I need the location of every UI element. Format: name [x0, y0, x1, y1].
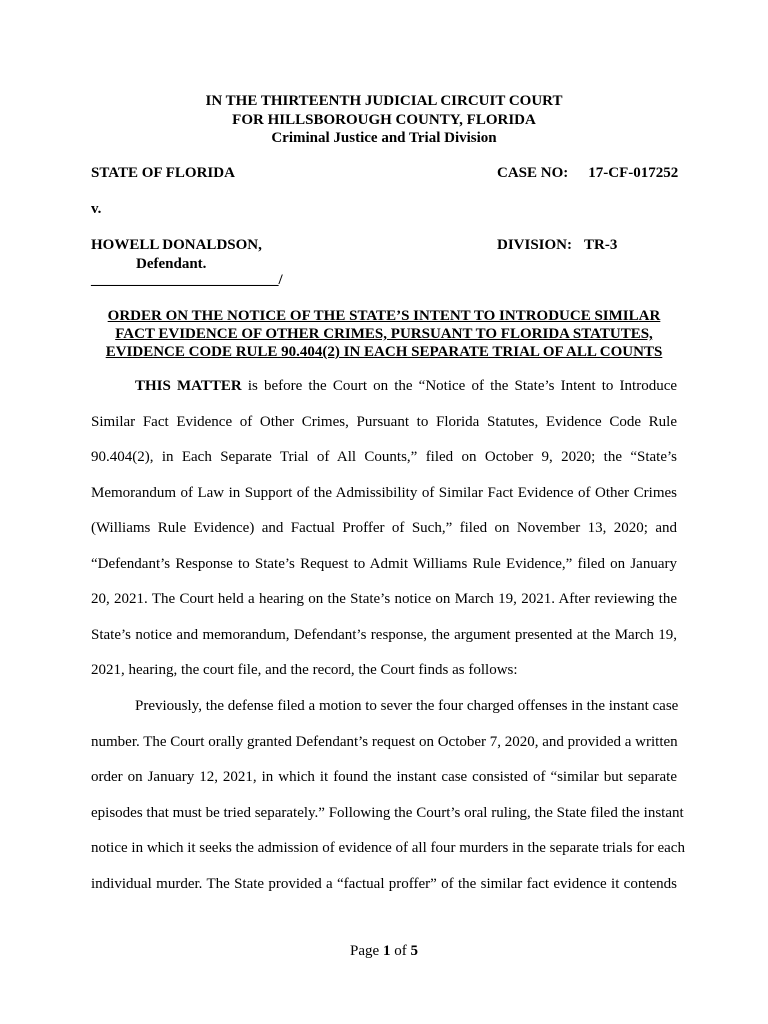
- paragraph-line: 90.404(2), in Each Separate Trial of All Counts,” filed on October 9, 2020; the “State’s: [91, 449, 677, 465]
- paragraph-line: Similar Fact Evidence of Other Crimes, Pursuant to Florida Statutes, Evidence Code Rule: [91, 413, 677, 430]
- division: [497, 236, 617, 254]
- paragraph-line: individual murder. The State provided a “factual proffer” of the similar fact evidence it contends: [91, 875, 677, 892]
- order-title-line: EVIDENCE CODE RULE 90.404(2) IN EACH SEPARATE TRIAL OF ALL COUNTS: [105, 344, 663, 360]
- case-number: [497, 164, 678, 182]
- paragraph-line: Memorandum of Law in Support of the Admissibility of Similar Fact Evidence of Other Crimes: [91, 484, 677, 501]
- paragraph-line: (Williams Rule Evidence) and Factual Proffer of Such,” filed on November 13, 2020; and: [91, 520, 677, 536]
- court-division: Criminal Justice and Trial Division: [271, 130, 497, 146]
- case-number-label: CASE NO:: [497, 165, 569, 181]
- page-current: 1: [382, 943, 391, 959]
- paragraph-line: “Defendant’s Response to State’s Request to Admit Williams Rule Evidence,” filed on January: [91, 555, 677, 572]
- paragraph-line: 20, 2021. The Court held a hearing on the State’s notice on March 19, 2021. After reviewing the: [91, 591, 677, 607]
- defendant-role: Defendant.: [136, 256, 207, 272]
- paragraph-line: number. The Court orally granted Defendant’s request on October 7, 2020, and provided a written: [91, 733, 678, 750]
- paragraph-line: episodes that must be tried separately.” Following the Court’s oral ruling, the State filed the instant: [91, 804, 684, 821]
- defendant-name: HOWELL DONALDSON,: [91, 237, 262, 253]
- versus-label: v.: [91, 201, 102, 217]
- caption-signature-line: _________________________/: [91, 272, 283, 288]
- division-label: DIVISION:: [497, 237, 573, 253]
- case-number-value: 17-CF-017252: [588, 165, 679, 181]
- court-header: [0, 92, 768, 148]
- court-name: IN THE THIRTEENTH JUDICIAL CIRCUIT COURT: [205, 93, 563, 109]
- paragraph-line: notice in which it seeks the admission of evidence of all four murders in the separate trials for each: [91, 840, 685, 856]
- page-number-footer: [0, 942, 768, 960]
- paragraph-2: [91, 689, 685, 902]
- order-title: [70, 307, 698, 361]
- order-title-line: ORDER ON THE NOTICE OF THE STATE’S INTENT TO INTRODUCE SIMILAR: [107, 308, 661, 324]
- court-county: FOR HILLSBOROUGH COUNTY, FLORIDA: [232, 111, 536, 128]
- paragraph-line: Previously, the defense filed a motion to sever the four charged offenses in the instant case: [135, 698, 679, 714]
- paragraph-line: THIS MATTER is before the Court on the “Notice of the State’s Intent to Introduce: [135, 378, 678, 394]
- of-word: of: [394, 943, 407, 959]
- paragraph-line: order on January 12, 2021, in which it found the instant case consisted of “similar but separate: [91, 769, 677, 785]
- plaintiff-name: STATE OF FLORIDA: [91, 165, 235, 181]
- page-word: Page: [350, 943, 380, 959]
- this-matter-lead: THIS MATTER: [135, 378, 242, 394]
- page-total: 5: [410, 943, 418, 959]
- paragraph-1: [91, 369, 677, 689]
- paragraph-line: 2021, hearing, the court file, and the record, the Court finds as follows:: [91, 662, 518, 678]
- paragraph-line: State’s notice and memorandum, Defendant’s response, the argument presented at the March 19,: [91, 626, 677, 643]
- division-value: TR-3: [584, 237, 618, 253]
- order-title-line: FACT EVIDENCE OF OTHER CRIMES, PURSUANT TO FLORIDA STATUTES,: [115, 326, 653, 342]
